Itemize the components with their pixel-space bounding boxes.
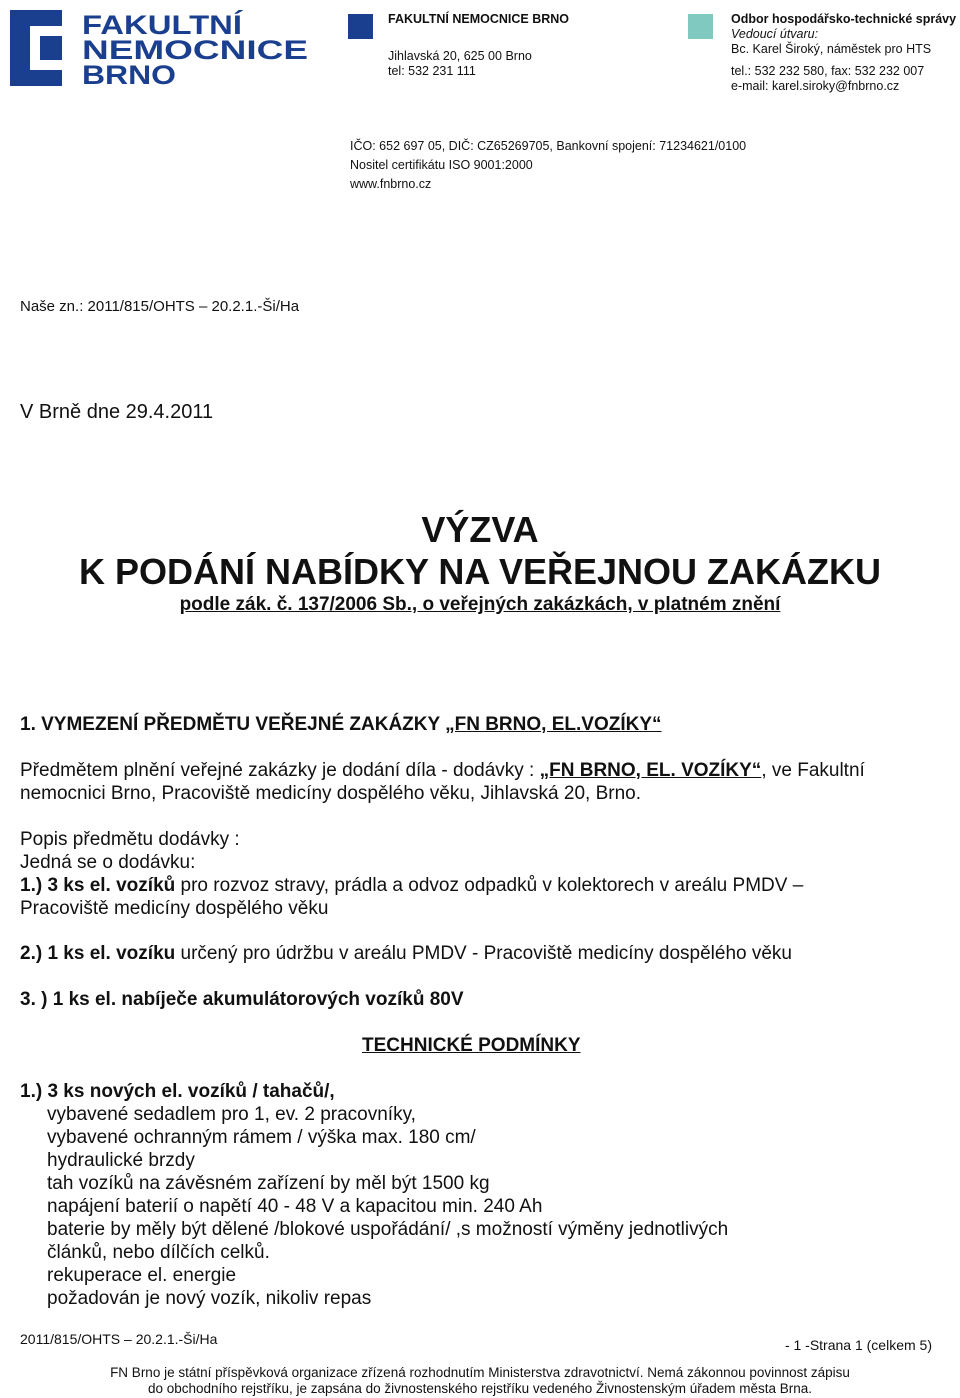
reference-number: Naše zn.: 2011/815/OHTS – 20.2.1.-Ši/Ha [20,298,300,315]
item-2-rest: určený pro údržbu v areálu PMDV - Pracoviště medicíny dospělého věku [175,943,792,964]
dept-tel: tel.: 532 232 580, fax: 532 232 007 [731,64,925,78]
tech-list [20,1080,940,1310]
org-tel: tel: 532 231 111 [388,64,476,78]
tech-line: baterie by měly být dělené /blokové uspořádání/ ,s možností výměny jednotlivých [47,1219,729,1240]
title-line-3: podle zák. č. 137/2006 Sb., o veřejných zakázkách, v platném znění [179,594,781,615]
section-1-heading-name: „FN BRNO, EL.VOZÍKY“ [445,714,662,735]
item-2-bold: 2.) 1 ks el. vozíku [20,943,176,964]
registration-info [350,137,950,194]
dept-info [731,12,959,94]
item-1-bold: 1.) 3 ks el. vozíků [20,875,176,896]
page-number: - 1 -Strana 1 (celkem 5) [784,1337,932,1353]
footer-note [0,1365,960,1397]
tech-heading: TECHNICKÉ PODMÍNKY [362,1035,581,1056]
tech-line: napájení baterií o napětí 40 - 48 V a kapacitou min. 240 Ah [47,1196,543,1217]
blue-square-icon [348,14,373,39]
fn-brno-logo [10,10,310,86]
dept-name: Odbor hospodářsko-technické správy [731,12,957,26]
jedna-label: Jedná se o dodávku: [20,852,196,873]
tech-line: rekuperace el. energie [47,1265,237,1286]
footer-reference: 2011/815/OHTS – 20.2.1.-Ši/Ha [20,1331,218,1347]
popis-label: Popis předmětu dodávky : [20,829,240,850]
footer-note-line-2: do obchodního rejstříku, je zapsána do živnostenského rejstříku vedeného Živnostenským úřadem města Brna. [147,1381,813,1396]
website: www.fnbrno.cz [350,177,432,191]
subject-pre: Předmětem plnění veřejné zakázky je dodání díla - dodávky : [20,760,540,781]
org-name: FAKULTNÍ NEMOCNICE BRNO [388,12,570,26]
dept-head-label: Vedoucí útvaru: [731,27,819,41]
title-line-2: K PODÁNÍ NABÍDKY NA VEŘEJNOU ZAKÁZKU [78,551,882,592]
tech-line: článků, nebo dílčích celků. [47,1242,270,1263]
logo-line-2: NEMOCNICE [82,35,308,65]
title-line-1: VÝZVA [421,509,539,550]
logo-line-3: BRNO [82,60,176,86]
date-line: V Brně dne 29.4.2011 [20,401,214,423]
footer-note-line-1: FN Brno je státní příspěvková organizace zřízená rozhodnutím Ministerstva zdravotnictví. Nemá zákonnou povinnost zápisu [110,1365,850,1380]
description-block [20,828,940,920]
item-3: 3. ) 1 ks el. nabíječe akumulátorových vozíků 80V [20,989,464,1010]
section-1-heading-prefix: 1. VYMEZENÍ PŘEDMĚTU VEŘEJNÉ ZAKÁZKY [20,714,446,735]
item-2 [20,942,940,965]
org-info [388,12,678,79]
tech-line: vybavené sedadlem pro 1, ev. 2 pracovníky, [47,1104,416,1125]
tech-line: požadován je nový vozík, nikoliv repas [47,1288,372,1309]
teal-square-icon [688,14,713,39]
iso-line: Nositel certifikátu ISO 9001:2000 [350,158,533,172]
org-address: Jihlavská 20, 625 00 Brno [388,49,532,63]
dept-head: Bc. Karel Široký, náměstek pro HTS [731,42,932,56]
logo-line-1: FAKULTNÍ [82,10,214,40]
ico-line: IČO: 652 697 05, DIČ: CZ65269705, Bankovní spojení: 71234621/0100 [350,139,747,153]
subject-line-2: nemocnici Brno, Pracoviště medicíny dospělého věku, Jihlavská 20, Brno. [20,783,641,804]
tech-line: tah vozíků na závěsném zařízení by měl být 1500 kg [47,1173,490,1194]
subject-name: „FN BRNO, EL. VOZÍKY“ [539,760,762,781]
subject-post: , ve Fakultní [761,760,865,781]
section-1-heading [20,713,940,736]
item-1-rest: pro rozvoz stravy, prádla a odvoz odpadků v kolektorech v areálu PMDV – [175,875,804,896]
tech-line: hydraulické brzdy [47,1150,195,1171]
tech-line: vybavené ochranným rámem / výška max. 180 cm/ [47,1127,476,1148]
tech-item-1-heading: 1.) 3 ks nových el. vozíků / tahačů/, [20,1081,335,1102]
item-1-line-2: Pracoviště medicíny dospělého věku [20,898,329,919]
subject-paragraph [20,759,940,805]
dept-email: e-mail: karel.siroky@fnbrno.cz [731,79,900,93]
